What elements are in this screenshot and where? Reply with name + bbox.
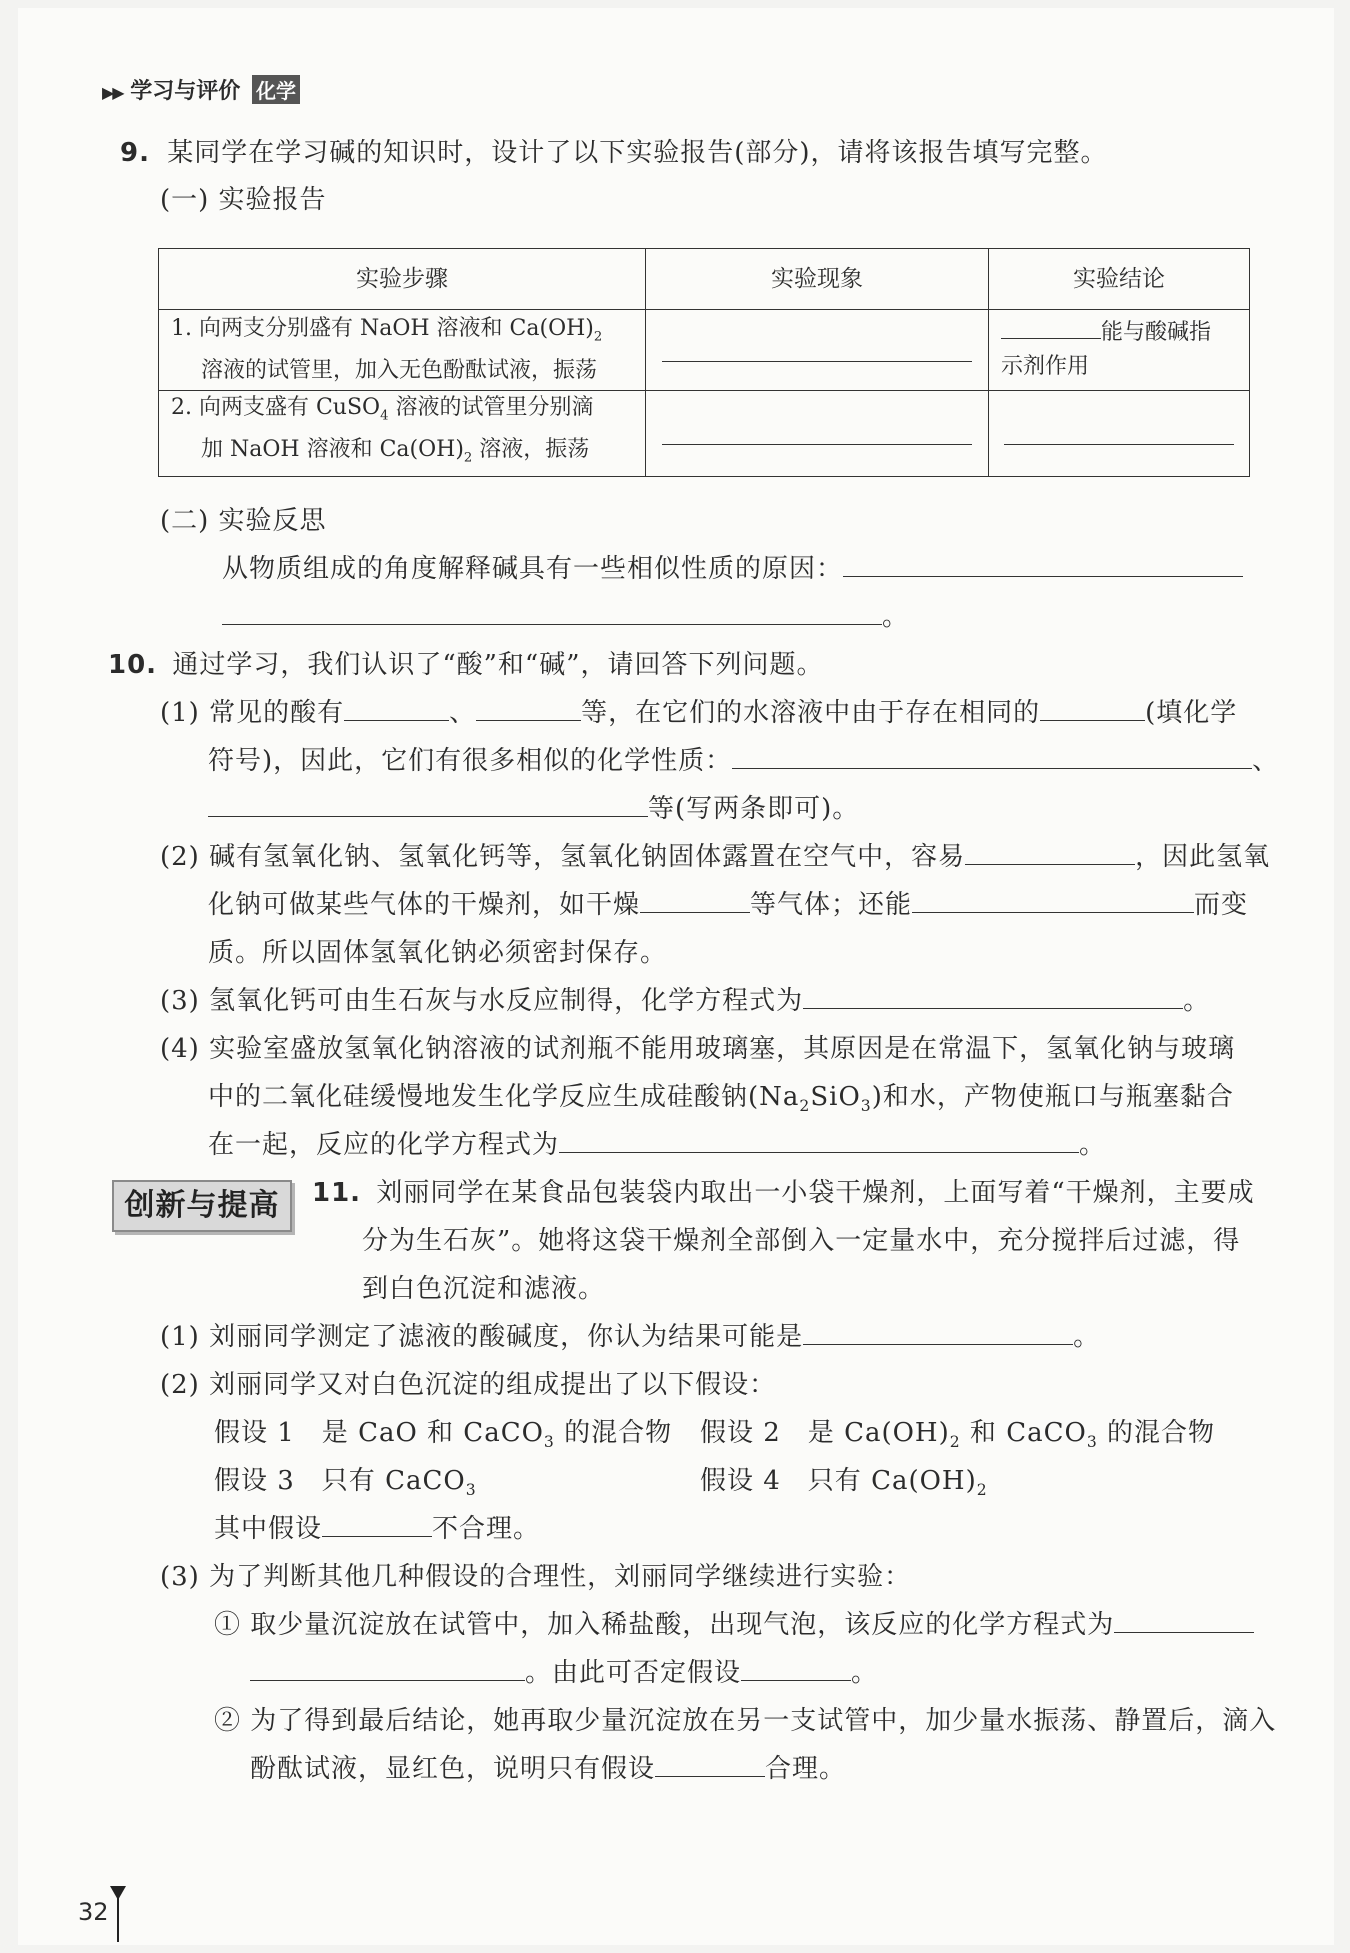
header-arrows-icon: ▶▶ [102,83,123,102]
hypothesis-1-sub: 3 [543,1433,555,1452]
q10-p1-text-g: 等(写两条即可)。 [648,794,860,824]
q10-p2-line1 [160,840,1270,874]
q10-acid-blank-2[interactable] [476,696,581,721]
q9-reflect-blank-1[interactable] [843,552,1243,577]
q10-p4-sub-1: 2 [799,1097,811,1116]
q9-stem-line [120,136,1108,170]
experiment-report-table [158,248,1250,477]
q10-p1-text-a: (1) 常见的酸有 [160,698,345,728]
q11-step1-text-c: 。 [851,1658,879,1688]
row1-step-text-a: 1. 向两支分别盛有 NaOH 溶液和 Ca(OH) [171,315,594,341]
q11-negate-blank[interactable] [741,1656,851,1681]
row1-step-text-b: 溶液的试管里，加入无色酚酞试液，振荡 [201,358,598,384]
q11-step1-text-a: ① 取少量沉淀放在试管中，加入稀盐酸，出现气泡，该反应的化学方程式为 [214,1610,1115,1640]
q10-p4-line1: (4) 实验室盛放氢氧化钠溶液的试剂瓶不能用玻璃塞，其原因是在常温下，氢氧化钠与玻璃 [160,1034,1236,1064]
row2-conclusion-blank[interactable] [1004,444,1234,445]
q11-p2-line: (2) 刘丽同学又对白色沉淀的组成提出了以下假设： [160,1370,777,1400]
q11-reasonable-blank[interactable] [655,1752,765,1777]
q10-p4-text-b3: )和水，产物使瓶口与瓶塞黏合 [871,1082,1234,1112]
table-row [159,310,1250,391]
row2-step-text-a: 2. 向两支盛有 CuSO [171,395,381,420]
q9-stem: 某同学在学习碱的知识时，设计了以下实验报告(部分)，请将该报告填写完整。 [167,138,1108,168]
hypothesis-3-text: 假设 3 只有 CaCO [214,1466,466,1496]
q11-equation-blank-b[interactable] [250,1656,525,1681]
hypothesis-1-text: 假设 1 是 CaO 和 CaCO [214,1418,544,1448]
hypothesis-3 [214,1464,477,1507]
hypothesis-4 [700,1464,988,1507]
q11-step2-line2 [250,1752,846,1786]
q10-stem-line [108,648,824,682]
q11-p3-line: (3) 为了判断其他几种假设的合理性，刘丽同学继续进行实验： [160,1562,912,1592]
hypothesis-2-sub: 2 [949,1433,961,1452]
q9-number: 9. [120,138,150,168]
running-header [102,74,300,105]
row2-step-cell [159,391,646,477]
table-header-phenomena: 实验现象 [646,249,989,310]
q10-p3-line [160,984,1210,1018]
q10-deliquesce-blank[interactable] [965,840,1135,865]
q10-p2-text-a: (2) 碱有氢氧化钠、氢氧化钙等，氢氧化钠固体露置在空气中，容易 [160,842,966,872]
row2-step-sub-a: 4 [380,408,389,424]
q10-p2-text-e: 而变 [1194,890,1249,920]
q11-p1-text-b: 。 [1073,1322,1101,1352]
q9-part2-heading: (二) 实验反思 [160,506,327,536]
q11-p1-line [160,1320,1100,1354]
q10-p2-text-c: 化钠可做某些气体的干燥剂，如干燥 [208,890,641,920]
q11-step1-text-b: 。由此可否定假设 [525,1658,742,1688]
q11-stem-line1 [312,1176,1255,1210]
q10-p1-line3 [208,792,859,826]
q10-property-blank-1[interactable] [732,744,1252,769]
q10-react-blank[interactable] [912,888,1194,913]
hypothesis-2-text-b: 和 CaCO [960,1418,1087,1448]
q11-step1-line1 [214,1608,1254,1642]
row1-conclusion-blank[interactable] [1001,320,1101,339]
row2-conclusion-cell[interactable] [989,391,1250,477]
hypothesis-1 [214,1416,672,1459]
q11-equation-blank-a[interactable] [1114,1608,1254,1633]
q10-p4-line2 [208,1080,1234,1123]
q9-part1-heading: (一) 实验报告 [160,185,327,215]
q10-p4-text-b: 中的二氧化硅缓慢地发生化学反应生成硅酸钠(Na [208,1082,800,1112]
q10-equation-blank-2[interactable] [559,1128,1079,1153]
row1-conclusion-text-b: 示剂作用 [1001,354,1090,379]
row2-step-text-a2: 溶液的试管里分别滴 [388,395,594,420]
q11-unreasonable-blank[interactable] [322,1512,432,1537]
q10-p4-text-b2: SiO [810,1082,861,1112]
row1-phenomenon-blank[interactable] [662,361,972,362]
row1-phenomenon-cell[interactable] [646,310,989,391]
row1-step-sub: 2 [593,329,603,345]
q11-step2-text-b: 酚酞试液，显红色，说明只有假设 [250,1754,656,1784]
q10-p2-text-d: 等气体；还能 [750,890,913,920]
section-badge: 创新与提高 [112,1180,292,1232]
q10-p3-text-b: 。 [1183,986,1211,1016]
hypothesis-4-text: 假设 4 只有 Ca(OH) [700,1466,977,1496]
q11-step2-text-c: 合理。 [765,1754,847,1784]
hypothesis-4-sub: 2 [976,1481,988,1500]
q10-p1-text-d: (填化学 [1145,698,1238,728]
row1-conclusion-text-a: 能与酸碱指 [1101,320,1212,345]
header-subject-tag: 化学 [252,75,300,104]
q10-p1-text-c: 等，在它们的水溶液中由于存在相同的 [581,698,1041,728]
q10-p2-line2 [208,888,1248,922]
row2-step-sub-b: 2 [463,450,473,466]
q11-stem-text-a: 刘丽同学在某食品包装袋内取出一小袋干燥剂，上面写着“干燥剂，主要成 [376,1178,1255,1208]
q10-p2-text-b: ，因此氢氧 [1135,842,1271,872]
q9-reflect-line [222,552,1243,586]
q9-reflect-blank-2[interactable] [222,600,882,625]
page-number: 32 [78,1898,109,1926]
q9-reflect-text: 从物质组成的角度解释碱具有一些相似性质的原因： [222,554,844,584]
hypothesis-2-text: 假设 2 是 Ca(OH) [700,1418,950,1448]
q11-step1-line2 [250,1656,878,1690]
q9-period: 。 [882,602,910,632]
q11-stem-line2: 分为生石灰”。她将这袋干燥剂全部倒入一定量水中，充分搅拌后过滤，得 [362,1226,1241,1256]
row2-step-text-b: 加 NaOH 溶液和 Ca(OH) [201,437,464,463]
header-title: 学习与评价 [130,79,241,104]
q10-p1-text-f: 、 [1252,746,1280,776]
table-row [159,391,1250,477]
row1-step-cell [159,310,646,391]
hypothesis-2 [700,1416,1215,1459]
hypothesis-2-text-c: 的混合物 [1097,1418,1215,1448]
q11-step2-line1: ② 为了得到最后结论，她再取少量沉淀放在另一支试管中，加少量水振荡、静置后，滴入 [214,1706,1277,1736]
hypothesis-3-sub: 3 [465,1481,477,1500]
q10-acid-blank-1[interactable] [344,696,449,721]
q10-equation-blank-1[interactable] [803,984,1183,1009]
q10-property-blank-2[interactable] [208,792,648,817]
row2-step-text-b2: 溶液，振荡 [472,437,590,463]
q10-p3-text-a: (3) 氢氧化钙可由生石灰与水反应制得，化学方程式为 [160,986,804,1016]
row2-phenomenon-blank[interactable] [662,444,972,445]
table-header-steps: 实验步骤 [159,249,646,310]
q10-p1-text-b: 、 [449,698,477,728]
q11-p2-question [214,1512,540,1546]
q10-p1-line2 [208,744,1279,778]
hypothesis-2-sub-2: 3 [1086,1433,1098,1452]
q11-p2-question-b: 不合理。 [432,1514,541,1544]
row2-phenomenon-cell[interactable] [646,391,989,477]
q10-p4-line3 [208,1128,1106,1162]
q10-p2-line3: 质。所以固体氢氧化钠必须密封保存。 [208,938,668,968]
q10-number: 10. [108,650,158,680]
q10-ion-blank[interactable] [1040,696,1145,721]
q10-stem: 通过学习，我们认识了“酸”和“碱”，请回答下列问题。 [172,650,824,680]
q11-stem-line3: 到白色沉淀和滤液。 [362,1274,606,1304]
q10-p4-sub-2: 3 [860,1097,872,1116]
table-header-conclusion: 实验结论 [989,249,1250,310]
q10-p4-text-c: 在一起，反应的化学方程式为 [208,1130,560,1160]
q11-ph-blank[interactable] [803,1320,1073,1345]
q11-p2-question-a: 其中假设 [214,1514,323,1544]
q9-reflect-line-2 [222,600,909,634]
row1-conclusion-cell [989,310,1250,391]
q10-p1-text-e: 符号)，因此，它们有很多相似的化学性质： [208,746,733,776]
q11-number: 11. [312,1178,362,1208]
q11-p1-text-a: (1) 刘丽同学测定了滤液的酸碱度，你认为结果可能是 [160,1322,804,1352]
hypothesis-1-text-b: 的混合物 [554,1418,673,1448]
page-marker-icon [108,1884,128,1944]
q10-gas-blank[interactable] [640,888,750,913]
q10-p1-line1 [160,696,1237,730]
q10-p4-text-d: 。 [1079,1130,1107,1160]
